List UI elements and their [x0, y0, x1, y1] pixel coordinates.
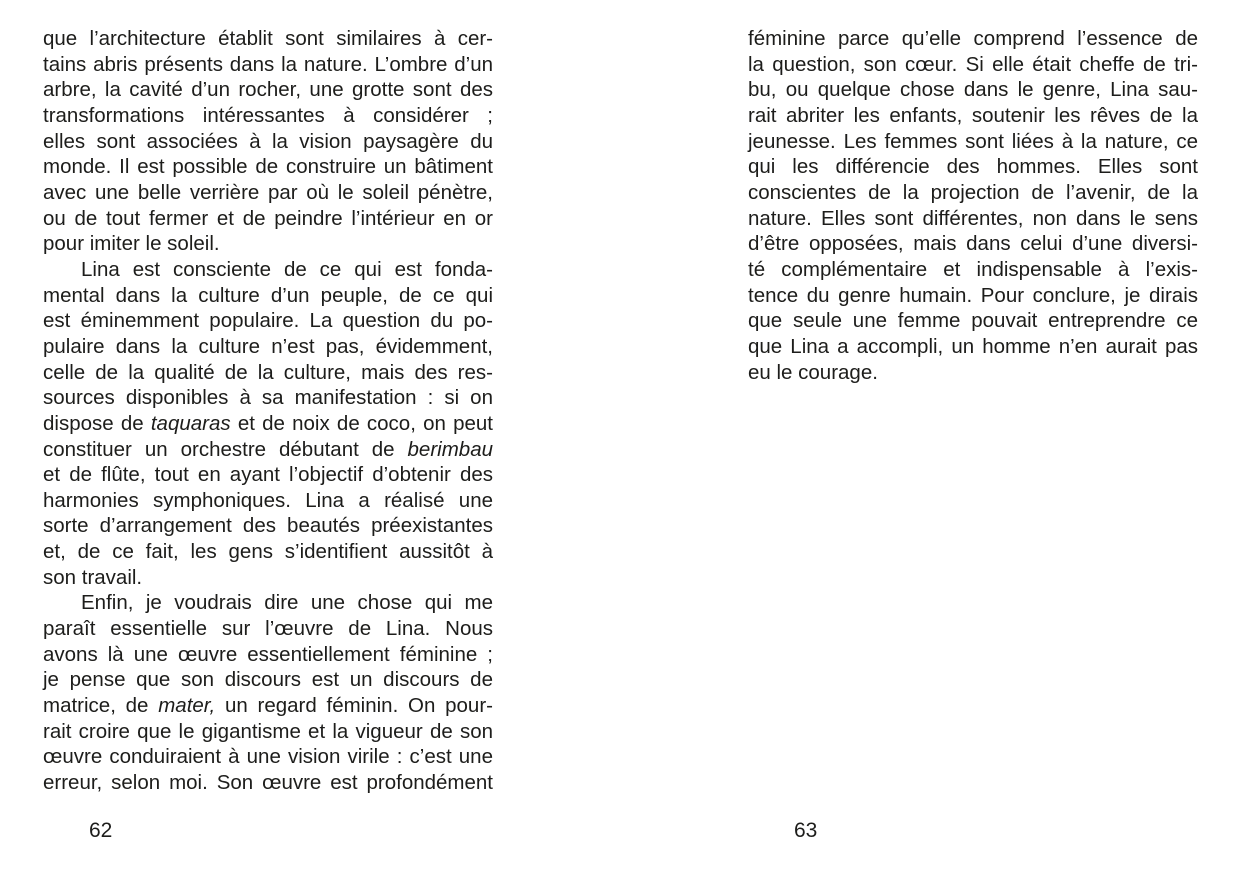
- text-line: [43, 154, 493, 180]
- text-run: Enfin, je voudrais dire une chose qui me: [81, 591, 493, 615]
- text-run: rait abriter les enfants, soutenir les rêves de la: [748, 103, 1198, 127]
- text-line: [43, 180, 493, 206]
- text-line: [43, 565, 493, 591]
- text-line: [43, 308, 493, 334]
- text-run: la question, son cœur. Si elle était cheffe de tri-: [748, 52, 1198, 76]
- text-line: [748, 103, 1198, 129]
- text-line: [43, 539, 493, 565]
- text-run: transformations intéressantes à considérer ;: [43, 103, 493, 127]
- text-line: [43, 693, 493, 719]
- text-run: eu le courage.: [748, 360, 878, 384]
- text-run: nature. Elles sont différentes, non dans le sens: [748, 206, 1198, 230]
- text-run: Lina est consciente de ce qui est fonda-: [81, 257, 493, 281]
- text-run: celle de la qualité de la culture, mais des res-: [43, 360, 493, 384]
- italic-text-run: mater,: [158, 694, 216, 718]
- text-line: [748, 231, 1198, 257]
- text-run: tains abris présents dans la nature. L’ombre d’un: [43, 52, 493, 76]
- text-line: [43, 26, 493, 52]
- text-run: sorte d’arrangement des beautés préexistantes: [43, 514, 493, 538]
- text-run: œuvre conduiraient à une vision virile : c’est une: [43, 745, 493, 769]
- text-run: jeunesse. Les femmes sont liées à la nature, ce: [748, 129, 1198, 153]
- text-run: arbre, la cavité d’un rocher, une grotte sont des: [43, 78, 493, 102]
- text-run: bu, ou quelque chose dans le genre, Lina sau-: [748, 78, 1198, 102]
- text-run: pour imiter le soleil.: [43, 232, 220, 256]
- text-line: [748, 308, 1198, 334]
- text-line: [748, 180, 1198, 206]
- page-number-left: 62: [89, 819, 113, 842]
- text-line: [748, 360, 1198, 386]
- text-line: [748, 283, 1198, 309]
- text-line: [43, 334, 493, 360]
- right-page-text-column: [748, 26, 1198, 385]
- text-line: [43, 513, 493, 539]
- text-run: son travail.: [43, 565, 143, 589]
- text-run: rait croire que le gigantisme et la vigueur de son: [43, 719, 493, 743]
- text-run: avec une belle verrière par où le soleil pénètre,: [43, 180, 493, 204]
- text-run: monde. Il est possible de construire un bâtiment: [43, 155, 493, 179]
- text-line: [43, 744, 493, 770]
- text-line: [43, 129, 493, 155]
- text-line: [43, 667, 493, 693]
- text-run: et de flûte, tout en ayant l’objectif d’obtenir des: [43, 463, 493, 487]
- text-line: [748, 334, 1198, 360]
- text-line: [43, 283, 493, 309]
- text-run: elles sont associées à la vision paysagère du: [43, 129, 493, 153]
- text-line: [43, 642, 493, 668]
- text-run: ou de tout fermer et de peindre l’intérieur en or: [43, 206, 493, 230]
- text-line: [748, 52, 1198, 78]
- left-page-text-column: [43, 26, 493, 796]
- text-run: que seule une femme pouvait entreprendre ce: [748, 309, 1198, 333]
- text-line: [748, 77, 1198, 103]
- text-run: matrice, de: [43, 694, 159, 718]
- text-run: sources disponibles à sa manifestation : si on: [43, 386, 493, 410]
- text-run: mental dans la culture d’un peuple, de ce qui: [43, 283, 493, 307]
- text-run: dispose de: [43, 411, 151, 435]
- text-run: erreur, selon moi. Son œuvre est profondément: [43, 771, 493, 795]
- text-run: que l’architecture établit sont similaires à cer-: [43, 27, 493, 50]
- text-run: féminine parce qu’elle comprend l’essence de: [748, 27, 1198, 50]
- text-line: [43, 616, 493, 642]
- italic-text-run: taquaras: [150, 411, 231, 435]
- italic-text-run: berimbau: [407, 437, 493, 461]
- text-run: pulaire dans la culture n’est pas, évidemment,: [43, 334, 493, 358]
- text-line: [43, 77, 493, 103]
- text-run: un regard féminin. On pour-: [215, 694, 493, 718]
- text-line: [43, 719, 493, 745]
- text-run: que Lina a accompli, un homme n’en aurait pas: [748, 334, 1198, 358]
- text-line: [748, 257, 1198, 283]
- text-line: [43, 385, 493, 411]
- text-run: je pense que son discours est un discours de: [43, 668, 493, 692]
- text-run: est éminemment populaire. La question du po-: [43, 309, 493, 333]
- text-run: avons là une œuvre essentiellement féminine ;: [43, 642, 493, 666]
- page-number-right: 63: [794, 819, 818, 842]
- text-line: [43, 437, 493, 463]
- text-line: [43, 462, 493, 488]
- text-line: [43, 103, 493, 129]
- text-run: tence du genre humain. Pour conclure, je dirais: [748, 283, 1198, 307]
- text-run: et de noix de coco, on peut: [230, 411, 493, 435]
- text-line: [43, 488, 493, 514]
- text-run: constituer un orchestre débutant de: [43, 437, 408, 461]
- text-run: et, de ce fait, les gens s’identifient aussitôt à: [43, 540, 493, 564]
- text-run: té complémentaire et indispensable à l’exis-: [748, 257, 1198, 281]
- text-line: [43, 411, 493, 437]
- text-run: qui les différencie des hommes. Elles sont: [748, 155, 1198, 179]
- text-line: [43, 206, 493, 232]
- text-run: paraît essentielle sur l’œuvre de Lina. Nous: [43, 617, 493, 641]
- text-line: [43, 52, 493, 78]
- text-run: harmonies symphoniques. Lina a réalisé une: [43, 488, 493, 512]
- text-line: [43, 590, 493, 616]
- text-line: [43, 231, 493, 257]
- text-line: [748, 129, 1198, 155]
- text-line: [748, 154, 1198, 180]
- text-line: [748, 206, 1198, 232]
- text-run: d’être opposées, mais dans celui d’une diversi-: [748, 232, 1198, 256]
- text-run: conscientes de la projection de l’avenir, de la: [748, 180, 1198, 204]
- text-line: [43, 257, 493, 283]
- text-line: [43, 360, 493, 386]
- text-line: [748, 26, 1198, 52]
- text-line: [43, 770, 493, 796]
